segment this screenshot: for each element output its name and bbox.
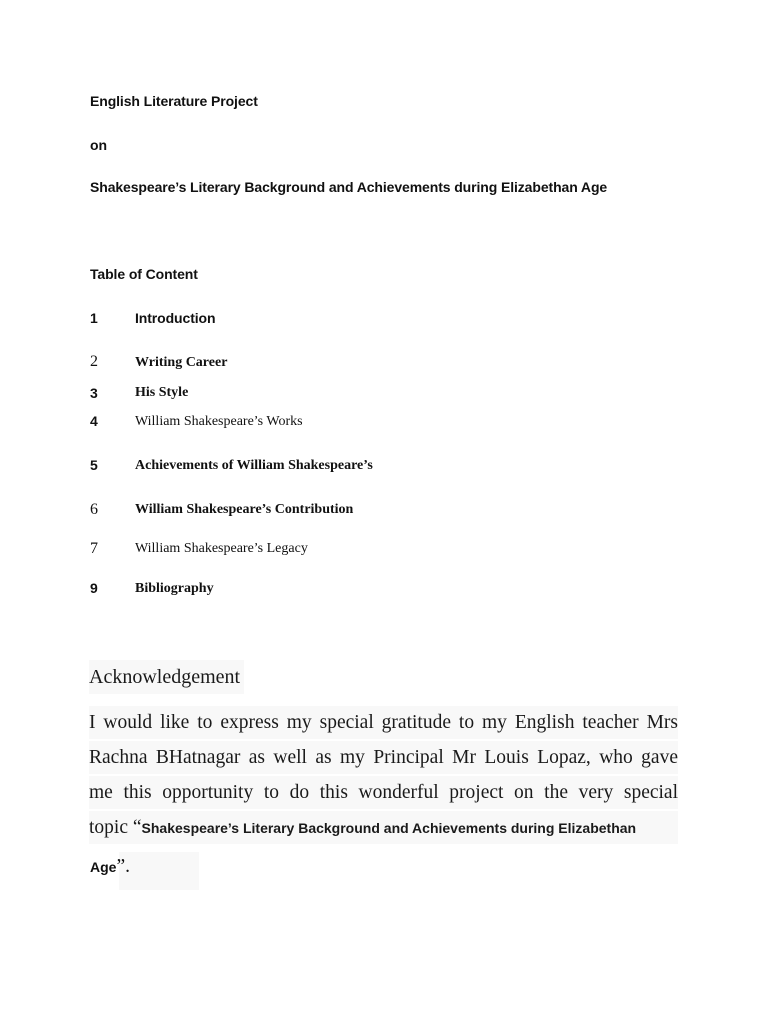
toc-item-label: His Style [135,385,189,400]
toc-item-label: Bibliography [135,581,214,596]
project-title: English Literature Project [90,93,258,109]
acknowledgement-line: me this opportunity to do this wonderful project on the very special [89,776,678,809]
acknowledgement-line: I would like to express my special gratitude to my English teacher Mrs [89,706,678,739]
toc-item-label: Introduction [135,310,216,326]
toc-item-number: 4 [90,413,98,429]
project-subtitle: Shakespeare’s Literary Background and Achievements during Elizabethan Age [90,179,608,195]
toc-item-number: 7 [90,540,98,557]
toc-item-number: 5 [90,457,98,473]
toc-item-label: William Shakespeare’s Works [135,414,303,429]
toc-item-label: Achievements of William Shakespeare’s [135,458,373,473]
toc-item-number: 3 [90,385,98,401]
toc-item-number: 6 [90,501,98,518]
toc-item-label: Writing Career [135,355,228,370]
project-on: on [90,137,107,153]
acknowledgement-heading: Acknowledgement [89,660,244,694]
acknowledgement-line: Rachna BHatnagar as well as my Principal Mr Louis Lopaz, who gave [89,741,678,774]
acknowledgement-line-end [90,856,130,878]
acknowledgement-topic-prefix: topic “ [89,817,142,838]
toc-item-number: 2 [90,353,98,370]
acknowledgement-line [89,811,678,844]
toc-item-number: 9 [90,580,98,596]
toc-heading: Table of Content [90,266,198,282]
acknowledgement-topic-suffix: ”. [116,856,130,877]
acknowledgement-line [89,852,199,890]
toc-item-number: 1 [90,310,98,326]
text-highlight [119,852,199,890]
toc-item-label: William Shakespeare’s Contribution [135,502,354,517]
toc-item-label: William Shakespeare’s Legacy [135,541,308,556]
acknowledgement-topic-title: Shakespeare’s Literary Background and Achievements during Elizabethan [141,820,637,836]
acknowledgement-topic-title-end: Age [90,859,117,875]
